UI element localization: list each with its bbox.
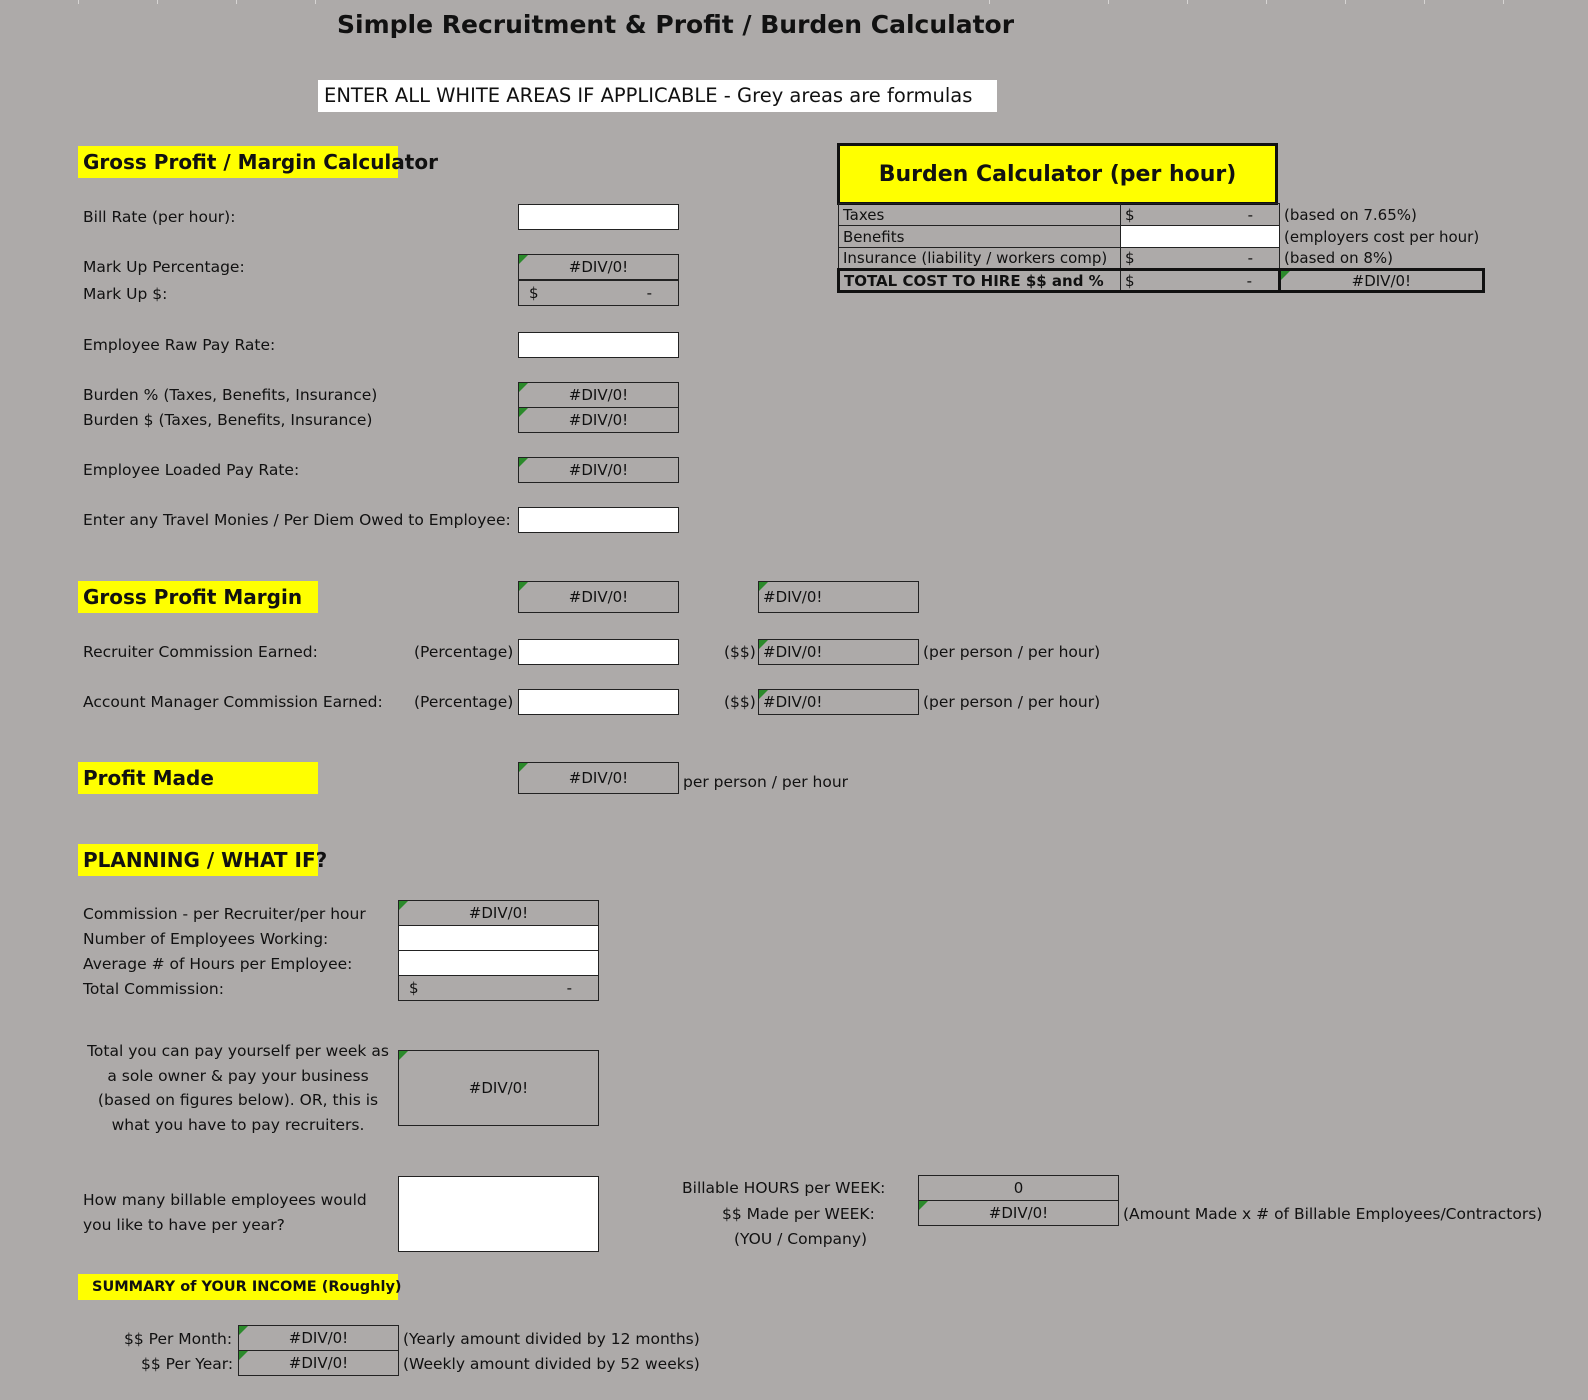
average-hours-input[interactable] — [398, 950, 599, 976]
burden-row-note: (based on 7.65%) — [1284, 205, 1417, 224]
total-cost-amount — [1121, 270, 1280, 292]
per-month-label: $$ Per Month: — [124, 1330, 233, 1348]
travel-monies-input[interactable] — [518, 507, 679, 533]
gridline — [1503, 0, 1504, 4]
commission-per-recruiter-label: Commission - per Recruiter/per hour — [83, 905, 366, 923]
per-person-note: (per person / per hour) — [923, 693, 1101, 711]
burden-calculator-header: Burden Calculator (per hour) — [837, 143, 1278, 205]
total-commission-amount: - — [566, 979, 572, 997]
total-commission-label: Total Commission: — [83, 980, 224, 998]
raw-pay-rate-input[interactable] — [518, 332, 679, 358]
made-per-week-note: (Amount Made x # of Billable Employees/Contractors) — [1123, 1205, 1543, 1223]
markup-dollar-amount: - — [646, 284, 652, 302]
markup-percentage-value: #DIV/0! — [518, 254, 679, 280]
dollars-label: ($$) — [724, 643, 756, 661]
currency-symbol: $ — [1125, 271, 1135, 290]
instruction-banner: ENTER ALL WHITE AREAS IF APPLICABLE - Grey areas are formulas — [318, 80, 997, 112]
gridline — [1266, 0, 1267, 4]
billable-hours-label: Billable HOURS per WEEK: — [682, 1179, 886, 1197]
gridline — [157, 0, 158, 4]
made-per-week-value: #DIV/0! — [918, 1200, 1119, 1226]
total-cost-percent-value: #DIV/0! — [1351, 271, 1412, 290]
formula-marker — [1281, 271, 1290, 280]
total-cost-value: - — [1246, 271, 1252, 290]
pay-yourself-label: Total you can pay yourself per week as a sole owner & pay your business (based on figures below). OR, this is what you have to pay recruiters. — [87, 1042, 389, 1134]
gridline — [1187, 0, 1188, 4]
burden-row-amount — [1121, 248, 1280, 270]
markup-dollar-value — [518, 280, 679, 306]
gridline — [1345, 0, 1346, 4]
billable-employees-question: How many billable employees would you like to have per year? — [83, 1191, 367, 1234]
percentage-label: (Percentage) — [414, 643, 514, 661]
billable-employees-input[interactable] — [398, 1176, 599, 1252]
currency-symbol: $ — [409, 979, 419, 997]
burden-row-label: Insurance (liability / workers comp) — [839, 248, 1121, 270]
currency-symbol: $ — [1125, 249, 1135, 267]
burden-percent-value: #DIV/0! — [518, 382, 679, 408]
gross-profit-margin-header: Gross Profit Margin — [78, 581, 318, 613]
burden-row-amount — [1121, 204, 1280, 226]
total-cost-percent — [1280, 270, 1484, 292]
currency-symbol: $ — [529, 284, 539, 302]
burden-total-row — [839, 270, 1484, 292]
account-manager-commission-label: Account Manager Commission Earned: — [83, 693, 383, 711]
profit-made-value: #DIV/0! — [518, 762, 679, 794]
total-commission-value — [398, 975, 599, 1001]
gridline — [315, 0, 316, 4]
made-per-week-label: $$ Made per WEEK: — [722, 1205, 875, 1223]
gross-profit-margin-value: #DIV/0! — [518, 581, 679, 613]
burden-dollar-label: Burden $ (Taxes, Benefits, Insurance) — [83, 411, 373, 429]
employees-working-label: Number of Employees Working: — [83, 930, 329, 948]
burden-row-value: - — [1247, 205, 1253, 224]
travel-monies-label: Enter any Travel Monies / Per Diem Owed to Employee: — [83, 511, 511, 529]
recruiter-commission-percent-input[interactable] — [518, 639, 679, 665]
gross-profit-margin-value-2: #DIV/0! — [758, 581, 919, 613]
burden-row-label: Taxes — [839, 204, 1121, 226]
gridline — [1424, 0, 1425, 4]
recruiter-commission-dollar-value: #DIV/0! — [758, 639, 919, 665]
burden-table — [837, 203, 1485, 293]
dollars-label: ($$) — [724, 693, 756, 711]
burden-percent-label: Burden % (Taxes, Benefits, Insurance) — [83, 386, 378, 404]
currency-symbol: $ — [1125, 205, 1135, 224]
gridline — [1108, 0, 1109, 4]
raw-pay-rate-label: Employee Raw Pay Rate: — [83, 336, 276, 354]
per-year-note: (Weekly amount divided by 52 weeks) — [403, 1355, 700, 1373]
summary-header: SUMMARY of YOUR INCOME (Roughly) — [78, 1274, 398, 1300]
billable-hours-value: 0 — [918, 1175, 1119, 1201]
per-year-label: $$ Per Year: — [141, 1355, 234, 1373]
gridline — [236, 0, 237, 4]
gridline — [78, 0, 79, 4]
recruiter-commission-label: Recruiter Commission Earned: — [83, 643, 318, 661]
markup-percentage-label: Mark Up Percentage: — [83, 258, 245, 276]
planning-header: PLANNING / WHAT IF? — [78, 844, 318, 876]
bill-rate-input[interactable] — [518, 204, 679, 230]
per-month-note: (Yearly amount divided by 12 months) — [403, 1330, 700, 1348]
burden-row-insurance — [839, 248, 1484, 270]
profit-made-header: Profit Made — [78, 762, 318, 794]
burden-row-taxes — [839, 204, 1484, 226]
loaded-pay-rate-label: Employee Loaded Pay Rate: — [83, 461, 300, 479]
profit-made-note: per person / per hour — [683, 773, 849, 791]
employees-working-input[interactable] — [398, 925, 599, 951]
loaded-pay-rate-value: #DIV/0! — [518, 457, 679, 483]
total-cost-label: TOTAL COST TO HIRE $$ and % — [839, 270, 1121, 292]
per-year-value: #DIV/0! — [238, 1350, 399, 1376]
burden-dollar-value: #DIV/0! — [518, 407, 679, 433]
per-person-note: (per person / per hour) — [923, 643, 1101, 661]
percentage-label: (Percentage) — [414, 693, 514, 711]
gridline — [989, 0, 990, 4]
account-manager-commission-percent-input[interactable] — [518, 689, 679, 715]
page-title: Simple Recruitment & Profit / Burden Calculator — [337, 10, 1015, 39]
burden-row-note: (employers cost per hour) — [1284, 227, 1480, 246]
benefits-input[interactable] — [1121, 226, 1280, 248]
markup-dollar-label: Mark Up $: — [83, 285, 168, 303]
commission-per-recruiter-value: #DIV/0! — [398, 900, 599, 926]
gross-profit-header: Gross Profit / Margin Calculator — [78, 146, 398, 178]
pay-yourself-value: #DIV/0! — [398, 1050, 599, 1126]
average-hours-label: Average # of Hours per Employee: — [83, 955, 353, 973]
account-manager-commission-dollar-value: #DIV/0! — [758, 689, 919, 715]
burden-row-value: - — [1247, 249, 1253, 267]
you-company-label: (YOU / Company) — [734, 1230, 868, 1248]
bill-rate-label: Bill Rate (per hour): — [83, 208, 236, 226]
burden-row-benefits — [839, 226, 1484, 248]
burden-row-note: (based on 8%) — [1284, 248, 1393, 267]
per-month-value: #DIV/0! — [238, 1325, 399, 1351]
burden-row-label: Benefits — [839, 226, 1121, 248]
